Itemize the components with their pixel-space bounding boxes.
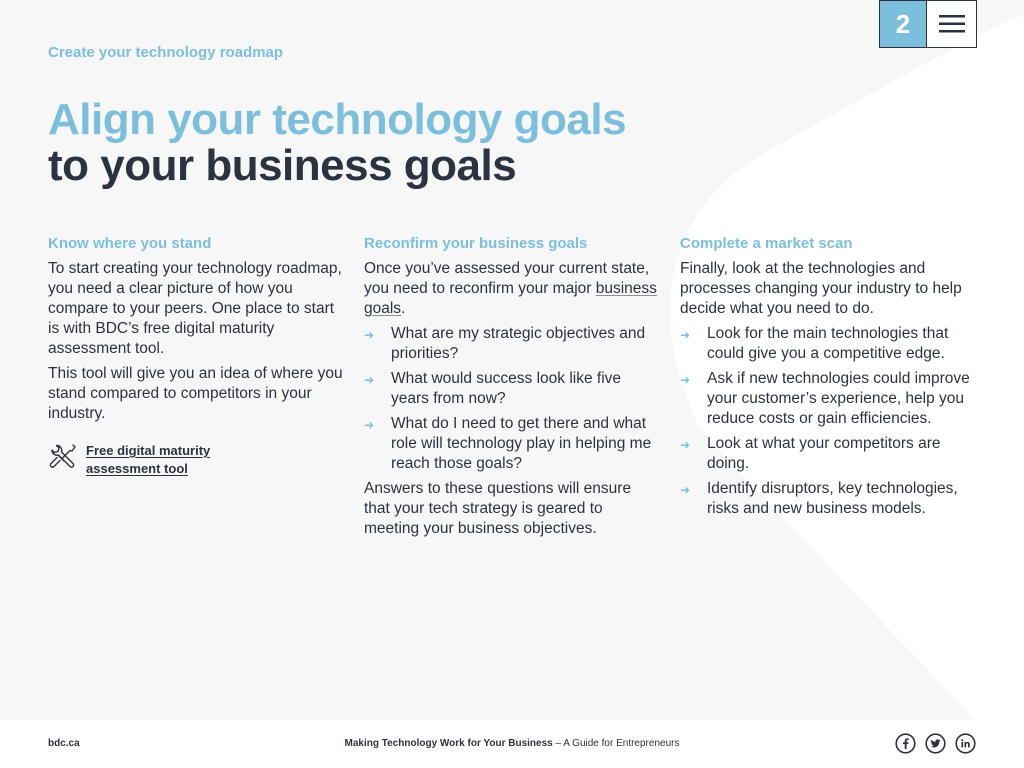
list-item: ➜ Look at what your competitors are doing. bbox=[680, 435, 941, 472]
paragraph: To start creating your technology roadmap, you need a clear picture of how you compare to your peers. One place to start is with BDC’s free digital maturity assessment tool. bbox=[48, 260, 342, 357]
facebook-icon[interactable] bbox=[895, 733, 916, 754]
paragraph: Finally, look at the technologies and processes changing your industry to help decide what you need to do. bbox=[680, 260, 962, 317]
digital-maturity-tool-link[interactable] bbox=[48, 442, 343, 478]
arrow-right-icon: ➜ bbox=[680, 438, 691, 452]
column-heading: Reconfirm your business goals bbox=[364, 235, 588, 252]
paragraph: This tool will give you an idea of where you stand compared to competitors in your industry. bbox=[48, 365, 343, 422]
arrow-right-icon: ➜ bbox=[364, 373, 375, 387]
tool-link-label[interactable]: Free digital maturity assessment tool bbox=[86, 443, 211, 476]
arrow-right-icon: ➜ bbox=[680, 328, 691, 342]
paragraph: Answers to these questions will ensure that your tech strategy is geared to meeting your business objectives. bbox=[364, 480, 632, 537]
twitter-icon[interactable] bbox=[925, 733, 946, 754]
footer-site-link[interactable]: bdc.ca bbox=[48, 738, 80, 749]
column-heading: Know where you stand bbox=[48, 235, 212, 252]
column-reconfirm-goals bbox=[364, 234, 659, 544]
column-heading: Complete a market scan bbox=[680, 235, 853, 252]
page-title-line-2: to your business goals bbox=[48, 141, 517, 190]
page-title-line-1: Align your technology goals bbox=[48, 95, 627, 144]
menu-button[interactable] bbox=[927, 0, 977, 48]
scan-list bbox=[680, 324, 975, 519]
list-item: ➜ What do I need to get there and what role will technology play in helping me reach those goals? bbox=[364, 415, 652, 472]
page-number-badge: 2 bbox=[879, 0, 927, 48]
tools-icon bbox=[48, 442, 78, 472]
list-item: ➜ Look for the main technologies that could give you a competitive edge. bbox=[680, 325, 949, 362]
list-item: ➜ What would success look like five years from now? bbox=[364, 370, 622, 407]
arrow-right-icon: ➜ bbox=[680, 373, 691, 387]
arrow-right-icon: ➜ bbox=[680, 483, 691, 497]
column-know-where-you-stand bbox=[48, 234, 343, 478]
list-item: ➜ Identify disruptors, key technologies, risks and new business models. bbox=[680, 480, 958, 517]
arrow-right-icon: ➜ bbox=[364, 418, 375, 432]
arrow-right-icon: ➜ bbox=[364, 328, 375, 342]
column-market-scan bbox=[680, 234, 975, 524]
business-goals-link[interactable]: business goals bbox=[364, 280, 657, 317]
list-item: ➜ What are my strategic objectives and priorities? bbox=[364, 325, 646, 362]
paragraph: Once you’ve assessed your current state, you need to reconfirm your major business goals. bbox=[364, 260, 657, 317]
section-eyebrow: Create your technology roadmap bbox=[48, 44, 284, 61]
linkedin-icon[interactable] bbox=[955, 733, 976, 754]
question-list bbox=[364, 324, 659, 474]
footer-guide-title: Making Technology Work for Your Business – A Guide for Entrepreneurs bbox=[344, 738, 680, 749]
hamburger-menu-icon bbox=[939, 14, 965, 34]
list-item: ➜ Ask if new technologies could improve your customer’s experience, help you reduce costs or gain efficiencies. bbox=[680, 370, 970, 427]
